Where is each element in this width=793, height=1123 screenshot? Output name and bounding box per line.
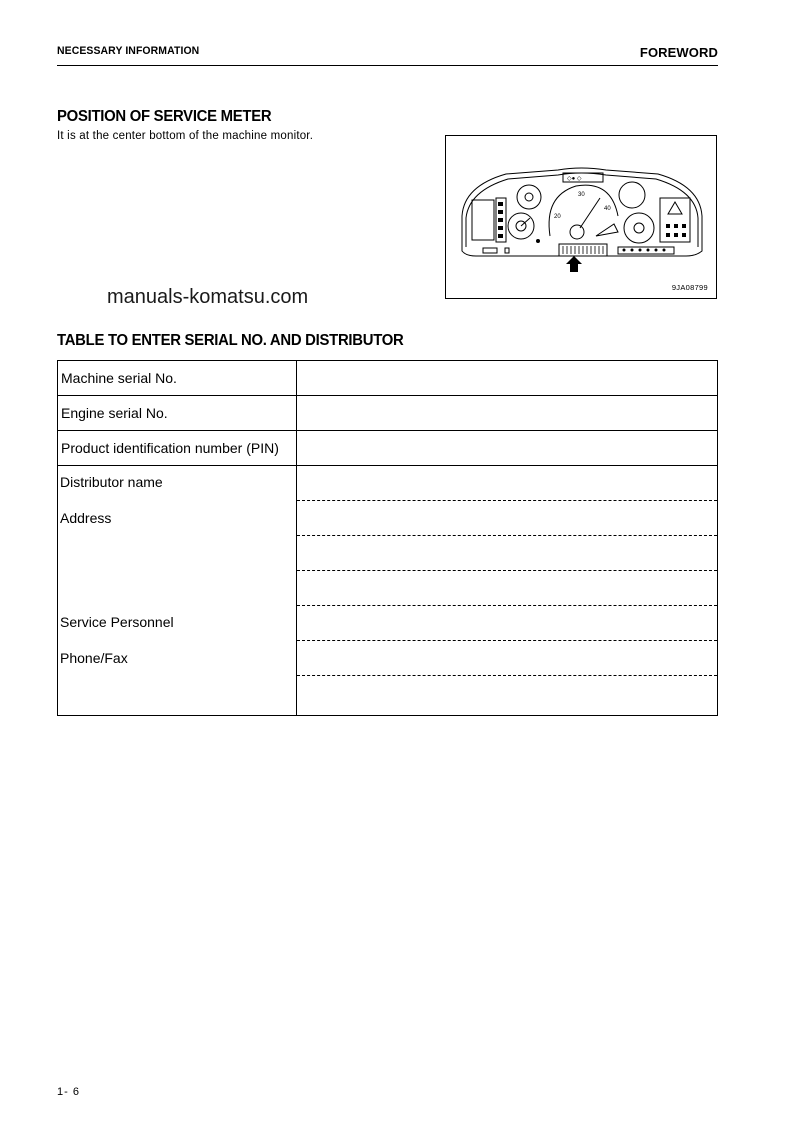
svg-text:◇● ◇: ◇● ◇ [567,176,582,182]
machine-monitor-figure [445,135,717,299]
phone-fax-label: Phone/Fax [60,650,128,666]
watermark-text: manuals-komatsu.com [107,286,309,308]
header-chapter-label: FOREWORD [639,45,718,60]
serial-distributor-table [57,360,718,716]
figure-code: 9JA08799 [671,283,708,292]
service-meter-arrow-icon [566,256,582,272]
distributor-name-label: Distributor name [60,474,163,490]
header-rule [57,65,718,66]
page-number: 1- 6 [57,1086,80,1098]
header-section-label: NECESSARY INFORMATION [57,45,200,57]
entry-line [297,570,717,571]
gauge-mark-40: 40 [604,206,611,212]
round-gauge-right-upper [619,182,645,208]
machine-serial-entry-field[interactable] [297,361,718,396]
service-meter-title: POSITION OF SERVICE METER [57,108,272,125]
entry-line [297,500,717,501]
address-label: Address [60,510,112,526]
small-gauge-upper [517,185,541,209]
service-personnel-label: Service Personnel [60,614,174,630]
gauge-mark-20: 20 [554,214,561,220]
pin-entry-field[interactable] [297,431,718,466]
entry-line [297,535,717,536]
entry-line [297,675,717,676]
table-row [58,396,718,431]
serial-table-title: TABLE TO ENTER SERIAL NO. AND DISTRIBUTOR [57,332,404,349]
bottom-indicator-row [618,247,674,254]
service-meter-description: It is at the center bottom of the machine monitor. [57,130,314,142]
machine-serial-label: Machine serial No. [58,361,297,396]
machine-monitor-illustration [446,136,716,298]
gauge-mark-30: 30 [578,192,585,198]
distributor-entry-area[interactable] [297,466,718,716]
distributor-block-row [58,466,718,716]
distributor-labels-cell [58,466,297,716]
engine-serial-entry-field[interactable] [297,396,718,431]
entry-line [297,605,717,606]
pin-label: Product identification number (PIN) [58,431,297,466]
entry-line [297,640,717,641]
round-gauge-right-lower [624,213,654,243]
table-row [58,361,718,396]
table-row [58,431,718,466]
engine-serial-label: Engine serial No. [58,396,297,431]
